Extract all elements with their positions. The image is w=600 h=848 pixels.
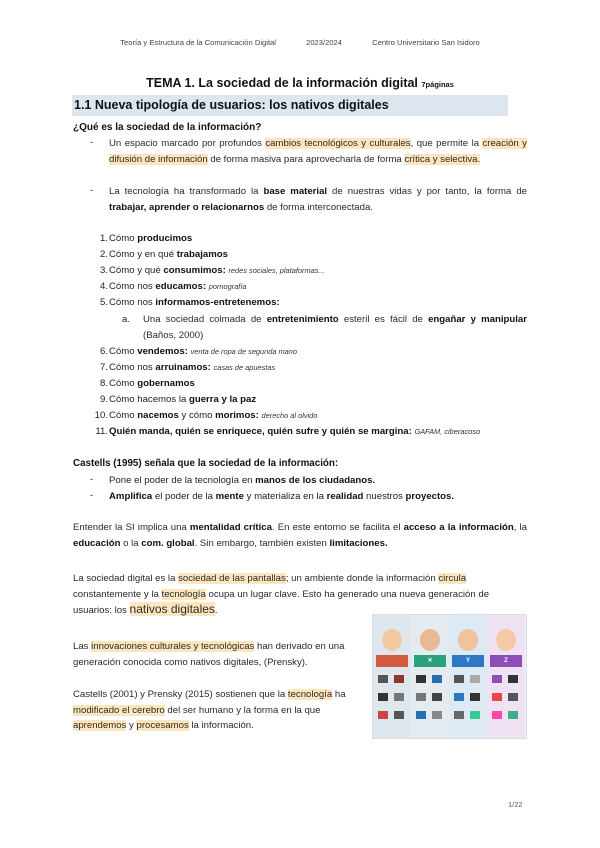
generation-badge: Y <box>452 655 484 667</box>
page-count: 7páginas <box>421 80 454 89</box>
bullet-paragraph: La tecnología ha transformado la base material de nuestras vidas y por tanto, la forma de trabajar, aprender o relacionarnos de forma interconectada. <box>109 186 527 213</box>
list-subitem: Una sociedad colmada de entretenimiento esteril es fácil de engañar y manipular (Baños, 2000) <box>143 314 527 341</box>
academic-year: 2023/2024 <box>306 38 342 47</box>
list-item: Cómo producimos <box>109 233 193 244</box>
list-item: Cómo y qué consumimos: redes sociales, plataformas... <box>109 265 325 276</box>
generation-badge: ✕ <box>414 655 446 667</box>
page-header <box>0 38 600 47</box>
generation-column <box>449 615 487 738</box>
list-item: Cómo y en qué trabajamos <box>109 249 228 260</box>
person-illustration <box>420 629 440 651</box>
person-illustration <box>496 629 516 651</box>
list-item: Cómo gobernamos <box>109 378 195 389</box>
generation-column <box>373 615 411 738</box>
list-item: Cómo nacemos y cómo morimos: derecho al olvido <box>109 410 318 421</box>
generation-badge <box>376 655 408 667</box>
generations-infographic <box>372 614 527 739</box>
list-item: Cómo nos informamos-entretenemos: <box>109 297 280 308</box>
list-item: Cómo nos arruinamos: casas de apuestas <box>109 362 276 373</box>
document-title: TEMA 1. La sociedad de la información digital 7páginas <box>146 76 454 90</box>
list-item: Cómo hacemos la guerra y la paz <box>109 394 257 405</box>
course-name: Teoría y Estructura de la Comunicación Digital <box>120 38 276 47</box>
person-illustration <box>382 629 402 651</box>
list-item: Cómo vendemos: venta de ropa de segunda mano <box>109 346 298 357</box>
paragraph-si: Entender la SI implica una mentalidad crítica. En este entorno se facilita el acceso a la información, la educación o la com. global. Sin embargo, también existen limitaciones. <box>73 522 527 549</box>
bullet-dash: - <box>90 474 94 485</box>
bullet-dash: - <box>90 137 94 148</box>
page-number: 1/22 <box>508 800 523 809</box>
paragraph-castells-prensky: Castells (2001) y Prensky (2015) sostienen que la tecnología ha modificado el cerebro del ser humano y la forma en la que aprendemos y procesamos la información. <box>73 689 346 731</box>
generation-badge: Z <box>490 655 522 667</box>
person-illustration <box>458 629 478 651</box>
list-item: Quién manda, quién se enriquece, quién sufre y quién se margina: GAFAM, ciberacoso <box>109 426 481 437</box>
castells-heading: Castells (1995) señala que la sociedad de la información: <box>73 458 339 469</box>
bullet-dash: - <box>90 185 94 196</box>
generation-column <box>411 615 449 738</box>
list-item: Cómo nos educamos: pornografía <box>109 281 247 292</box>
paragraph-innovaciones: Las innovaciones culturales y tecnológicas han derivado en una generación conocida como nativos digitales, (Prensky). <box>73 641 345 668</box>
bullet-item: Amplifica el poder de la mente y materializa en la realidad nuestros proyectos. <box>109 491 455 502</box>
institution-name: Centro Universitario San Isidoro <box>372 38 480 47</box>
section-heading: 1.1 Nueva tipología de usuarios: los nativos digitales <box>72 95 508 116</box>
bullet-dash: - <box>90 490 94 501</box>
bullet-item: Pone el poder de la tecnología en manos de los ciudadanos. <box>109 475 376 486</box>
bullet-paragraph: Un espacio marcado por profundos cambios tecnológicos y culturales, que permite la creación y difusión de información de forma masiva para aprovecharla de forma crítica y selectiva. <box>109 138 527 165</box>
question-heading: ¿Qué es la sociedad de la información? <box>73 122 262 133</box>
paragraph-pantallas: La sociedad digital es la sociedad de las pantallas; un ambiente donde la información circula constantemente y la tecnología ocupa un lugar clave. Esto ha generado una nueva generación de usuarios: los nativos digitales. <box>73 573 490 616</box>
generation-column <box>487 615 525 738</box>
